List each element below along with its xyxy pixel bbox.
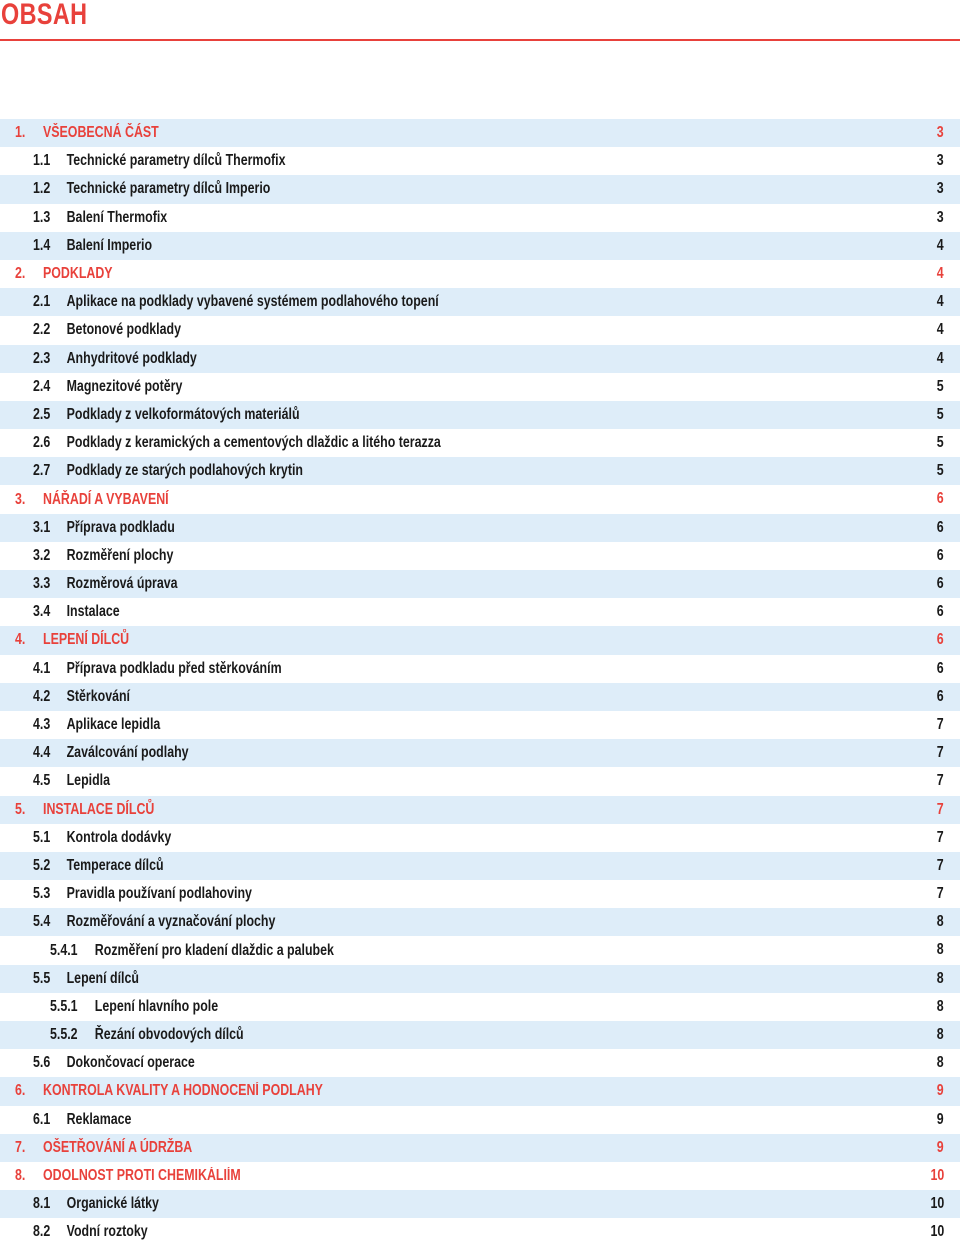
toc-entry	[15, 119, 159, 147]
toc-entry-number: 8.	[15, 1167, 26, 1185]
toc-entry-number: 1.2	[33, 180, 51, 198]
toc-entry-number: 3.1	[33, 518, 51, 536]
toc-entry-label: VŠEOBECNÁ ČÁST	[43, 124, 159, 142]
toc-entry-label: Řezání obvodových dílců	[94, 1026, 244, 1044]
toc-entry-page-number: 7	[937, 828, 944, 846]
toc-entry	[33, 1049, 195, 1077]
toc-entry	[33, 908, 275, 936]
toc-row[interactable]	[0, 655, 960, 683]
toc-entry-label: Podklady ze starých podlahových krytin	[66, 462, 303, 480]
toc-entry-page-number: 3	[937, 208, 944, 226]
toc-entry-number: 4.1	[33, 659, 51, 677]
title-divider	[0, 39, 960, 41]
toc-entry-number: 5.4.1	[50, 941, 78, 959]
toc-entry-page-number: 9	[937, 1110, 944, 1128]
toc-entry-label: Balení Thermofix	[66, 208, 168, 226]
toc-entry	[33, 655, 282, 683]
toc-entry-number: 4.4	[33, 744, 51, 762]
toc-entry-page-number: 6	[937, 546, 944, 564]
toc-entry	[33, 316, 181, 344]
toc-entry-page-number: 8	[937, 913, 944, 931]
toc-entry-label: Technické parametry dílců Thermofix	[66, 152, 286, 170]
toc-entry	[50, 936, 334, 964]
toc-row[interactable]	[0, 288, 960, 316]
toc-entry-label: Betonové podklady	[66, 321, 181, 339]
toc-entry-label: Lepidla	[66, 772, 111, 790]
toc-entry-number: 5.2	[33, 856, 51, 874]
toc-entry-label: NÁŘADÍ A VYBAVENÍ	[43, 490, 169, 508]
toc-row[interactable]	[0, 1077, 960, 1105]
toc-entry-number: 5.3	[33, 885, 51, 903]
toc-row[interactable]	[0, 175, 960, 203]
toc-entry-page-number: 3	[937, 152, 944, 170]
toc-entry	[33, 965, 139, 993]
toc-entry-page-number: 8	[937, 997, 944, 1015]
toc-entry-page-number: 7	[937, 772, 944, 790]
toc-entry-page-number: 8	[937, 941, 944, 959]
toc-entry-label: KONTROLA KVALITY A HODNOCENÍ PODLAHY	[43, 1082, 323, 1100]
toc-row[interactable]	[0, 429, 960, 457]
toc-row[interactable]	[0, 1049, 960, 1077]
toc-row[interactable]	[0, 204, 960, 232]
toc-entry-number: 4.	[15, 631, 26, 649]
toc-entry-number: 3.3	[33, 575, 51, 593]
toc-entry-label: Reklamace	[66, 1110, 132, 1128]
toc-entry-page-number: 4	[937, 321, 944, 339]
toc-entry-page-number: 6	[937, 490, 944, 508]
toc-entry	[50, 993, 218, 1021]
toc-entry-number: 2.7	[33, 462, 51, 480]
toc-entry	[33, 767, 110, 795]
toc-entry	[15, 260, 113, 288]
toc-entry-page-number: 9	[937, 1082, 944, 1100]
toc-entry-page-number: 4	[937, 293, 944, 311]
toc-entry	[33, 598, 120, 626]
toc-entry-label: Aplikace lepidla	[66, 716, 161, 734]
toc-entry-label: Lepení hlavního pole	[94, 997, 219, 1015]
toc-row[interactable]	[0, 1134, 960, 1162]
toc-entry-number: 5.5	[33, 969, 51, 987]
toc-entry	[33, 739, 189, 767]
toc-entry	[33, 1190, 159, 1218]
toc-row[interactable]	[0, 316, 960, 344]
toc-row[interactable]	[0, 965, 960, 993]
toc-row[interactable]	[0, 1021, 960, 1049]
toc-row[interactable]	[0, 542, 960, 570]
toc-entry-label: Kontrola dodávky	[66, 828, 172, 846]
toc-row[interactable]	[0, 767, 960, 795]
toc-entry-number: 2.6	[33, 434, 51, 452]
toc-entry-number: 6.1	[33, 1110, 51, 1128]
toc-entry	[15, 485, 169, 513]
toc-entry-page-number: 7	[937, 744, 944, 762]
toc-entry	[33, 457, 303, 485]
toc-entry	[33, 147, 286, 175]
toc-entry-label: Instalace	[66, 603, 120, 621]
toc-entry-number: 7.	[15, 1138, 26, 1156]
toc-entry-page-number: 4	[937, 264, 944, 282]
toc-entry-page-number: 10	[930, 1195, 944, 1213]
toc-entry-label: Technické parametry dílců Imperio	[66, 180, 271, 198]
toc-row[interactable]	[0, 1218, 960, 1246]
toc-entry-number: 2.5	[33, 405, 51, 423]
toc-entry-page-number: 6	[937, 518, 944, 536]
toc-entry-page-number: 6	[937, 575, 944, 592]
toc-entry-page-number: 5	[937, 462, 944, 480]
toc-row[interactable]	[0, 993, 960, 1021]
table-of-contents	[0, 119, 960, 1247]
toc-entry	[33, 683, 130, 711]
toc-entry-page-number: 7	[937, 800, 944, 818]
toc-row[interactable]	[0, 570, 960, 598]
toc-entry-page-number: 8	[937, 1054, 944, 1072]
toc-entry-page-number: 10	[930, 1166, 944, 1184]
toc-entry-page-number: 9	[937, 1138, 944, 1156]
toc-entry-number: 5.5.1	[50, 997, 78, 1015]
toc-row[interactable]	[0, 683, 960, 711]
toc-entry-label: INSTALACE DÍLCŮ	[43, 800, 155, 818]
toc-entry-page-number: 5	[937, 405, 944, 423]
toc-entry-number: 1.4	[33, 236, 51, 254]
toc-entry-label: Vodní roztoky	[66, 1223, 148, 1241]
toc-entry-label: Magnezitové potěry	[66, 377, 183, 395]
toc-entry	[50, 1021, 244, 1049]
toc-row[interactable]	[0, 739, 960, 767]
toc-entry-number: 1.	[15, 124, 26, 142]
toc-row[interactable]	[0, 401, 960, 429]
toc-entry-label: Zaválcování podlahy	[66, 744, 189, 762]
toc-entry-page-number: 5	[937, 434, 944, 452]
toc-entry-number: 8.2	[33, 1223, 51, 1241]
toc-entry-label: OŠETŘOVÁNÍ A ÚDRŽBA	[43, 1138, 193, 1156]
toc-entry-label: Anhydritové podklady	[66, 349, 197, 367]
toc-entry-number: 2.	[15, 265, 26, 283]
toc-entry-number: 4.2	[33, 687, 51, 705]
toc-entry-label: Pravidla používaní podlahoviny	[66, 885, 252, 903]
toc-entry-number: 5.5.2	[50, 1026, 78, 1044]
toc-row[interactable]	[0, 1162, 960, 1190]
toc-entry-label: ODOLNOST PROTI CHEMIKÁLIÍM	[43, 1167, 241, 1185]
toc-row[interactable]	[0, 936, 960, 964]
toc-row[interactable]	[0, 796, 960, 824]
toc-entry	[33, 345, 197, 373]
toc-entry	[33, 1218, 148, 1246]
toc-entry-number: 2.4	[33, 377, 51, 395]
toc-entry-number: 3.2	[33, 546, 51, 564]
toc-entry-label: LEPENÍ DÍLCŮ	[43, 631, 130, 649]
toc-entry	[33, 711, 160, 739]
toc-entry	[33, 429, 441, 457]
toc-entry-page-number: 5	[937, 377, 944, 395]
toc-entry-number: 8.1	[33, 1195, 51, 1213]
toc-entry-page-number: 3	[937, 124, 944, 141]
toc-entry-number: 2.1	[33, 293, 51, 311]
toc-entry-page-number: 8	[937, 969, 944, 987]
toc-entry	[33, 852, 164, 880]
toc-entry	[15, 1077, 323, 1105]
toc-entry-label: Balení Imperio	[66, 236, 153, 254]
toc-entry-number: 5.4	[33, 913, 51, 931]
toc-entry	[33, 542, 173, 570]
toc-row[interactable]	[0, 626, 960, 654]
toc-entry-number: 3.	[15, 490, 26, 508]
toc-entry-page-number: 6	[937, 687, 944, 705]
toc-row[interactable]	[0, 1106, 960, 1134]
toc-entry-label: PODKLADY	[43, 265, 113, 283]
toc-row[interactable]	[0, 824, 960, 852]
toc-row[interactable]	[0, 880, 960, 908]
toc-entry-number: 4.5	[33, 772, 51, 790]
toc-entry	[33, 232, 152, 260]
toc-entry	[15, 626, 129, 654]
toc-entry-label: Rozměřování a vyznačování plochy	[66, 913, 276, 931]
toc-entry-number: 5.	[15, 800, 26, 818]
toc-entry	[15, 1162, 241, 1190]
toc-entry-label: Rozměrová úprava	[66, 575, 178, 593]
toc-entry-label: Dokončovací operace	[66, 1054, 195, 1072]
toc-row[interactable]	[0, 373, 960, 401]
toc-row[interactable]	[0, 711, 960, 739]
toc-entry-label: Organické látky	[66, 1195, 159, 1213]
toc-entry-number: 5.6	[33, 1054, 51, 1072]
toc-entry-number: 1.3	[33, 208, 51, 226]
toc-entry-label: Podklady z velkoformátových materiálů	[66, 405, 300, 423]
toc-entry-label: Lepení dílců	[66, 969, 139, 987]
toc-entry-number: 3.4	[33, 603, 51, 621]
toc-entry-label: Příprava podkladu před stěrkováním	[66, 659, 282, 677]
toc-entry-label: Stěrkování	[66, 687, 131, 705]
toc-row[interactable]	[0, 260, 960, 288]
toc-entry-page-number: 7	[937, 856, 944, 874]
toc-entry-label: Rozměření plochy	[66, 546, 174, 564]
toc-row[interactable]	[0, 345, 960, 373]
toc-entry-label: Příprava podkladu	[66, 518, 175, 536]
toc-entry	[33, 570, 178, 598]
toc-row[interactable]	[0, 119, 960, 147]
toc-entry	[33, 288, 439, 316]
toc-entry-page-number: 8	[937, 1026, 944, 1043]
toc-row[interactable]	[0, 908, 960, 936]
toc-entry	[33, 175, 270, 203]
toc-row[interactable]	[0, 598, 960, 626]
toc-entry-number: 4.3	[33, 716, 51, 734]
toc-entry-page-number: 4	[937, 349, 944, 367]
toc-row[interactable]	[0, 1190, 960, 1218]
toc-entry	[33, 204, 167, 232]
toc-row[interactable]	[0, 457, 960, 485]
toc-entry-number: 5.1	[33, 828, 51, 846]
toc-row[interactable]	[0, 147, 960, 175]
toc-row[interactable]	[0, 852, 960, 880]
page-title: OBSAH	[1, 0, 88, 31]
toc-entry	[33, 880, 252, 908]
toc-row[interactable]	[0, 485, 960, 513]
toc-row[interactable]	[0, 514, 960, 542]
toc-entry-page-number: 7	[937, 885, 944, 903]
toc-entry-page-number: 6	[937, 631, 944, 649]
toc-entry-page-number: 7	[937, 715, 944, 733]
toc-entry-label: Temperace dílců	[66, 856, 164, 874]
toc-entry-page-number: 6	[937, 603, 944, 621]
toc-entry	[33, 373, 182, 401]
toc-entry-page-number: 4	[937, 236, 944, 254]
toc-entry	[15, 796, 154, 824]
toc-entry-number: 1.1	[33, 152, 51, 170]
toc-entry-number: 6.	[15, 1082, 26, 1100]
toc-entry	[15, 1134, 192, 1162]
toc-row[interactable]	[0, 232, 960, 260]
toc-entry-number: 2.3	[33, 349, 51, 367]
toc-entry	[33, 401, 300, 429]
toc-entry-page-number: 3	[937, 180, 944, 198]
toc-entry	[33, 1106, 131, 1134]
toc-entry	[33, 514, 175, 542]
toc-entry-page-number: 6	[937, 659, 944, 677]
toc-entry-label: Aplikace na podklady vybavené systémem podlahového topení	[66, 293, 439, 311]
toc-entry	[33, 824, 171, 852]
toc-entry-page-number: 10	[930, 1223, 944, 1241]
toc-entry-label: Podklady z keramických a cementových dlaždic a litého terazza	[66, 434, 441, 452]
toc-entry-number: 2.2	[33, 321, 51, 339]
toc-entry-label: Rozměření pro kladení dlaždic a palubek	[94, 941, 334, 959]
